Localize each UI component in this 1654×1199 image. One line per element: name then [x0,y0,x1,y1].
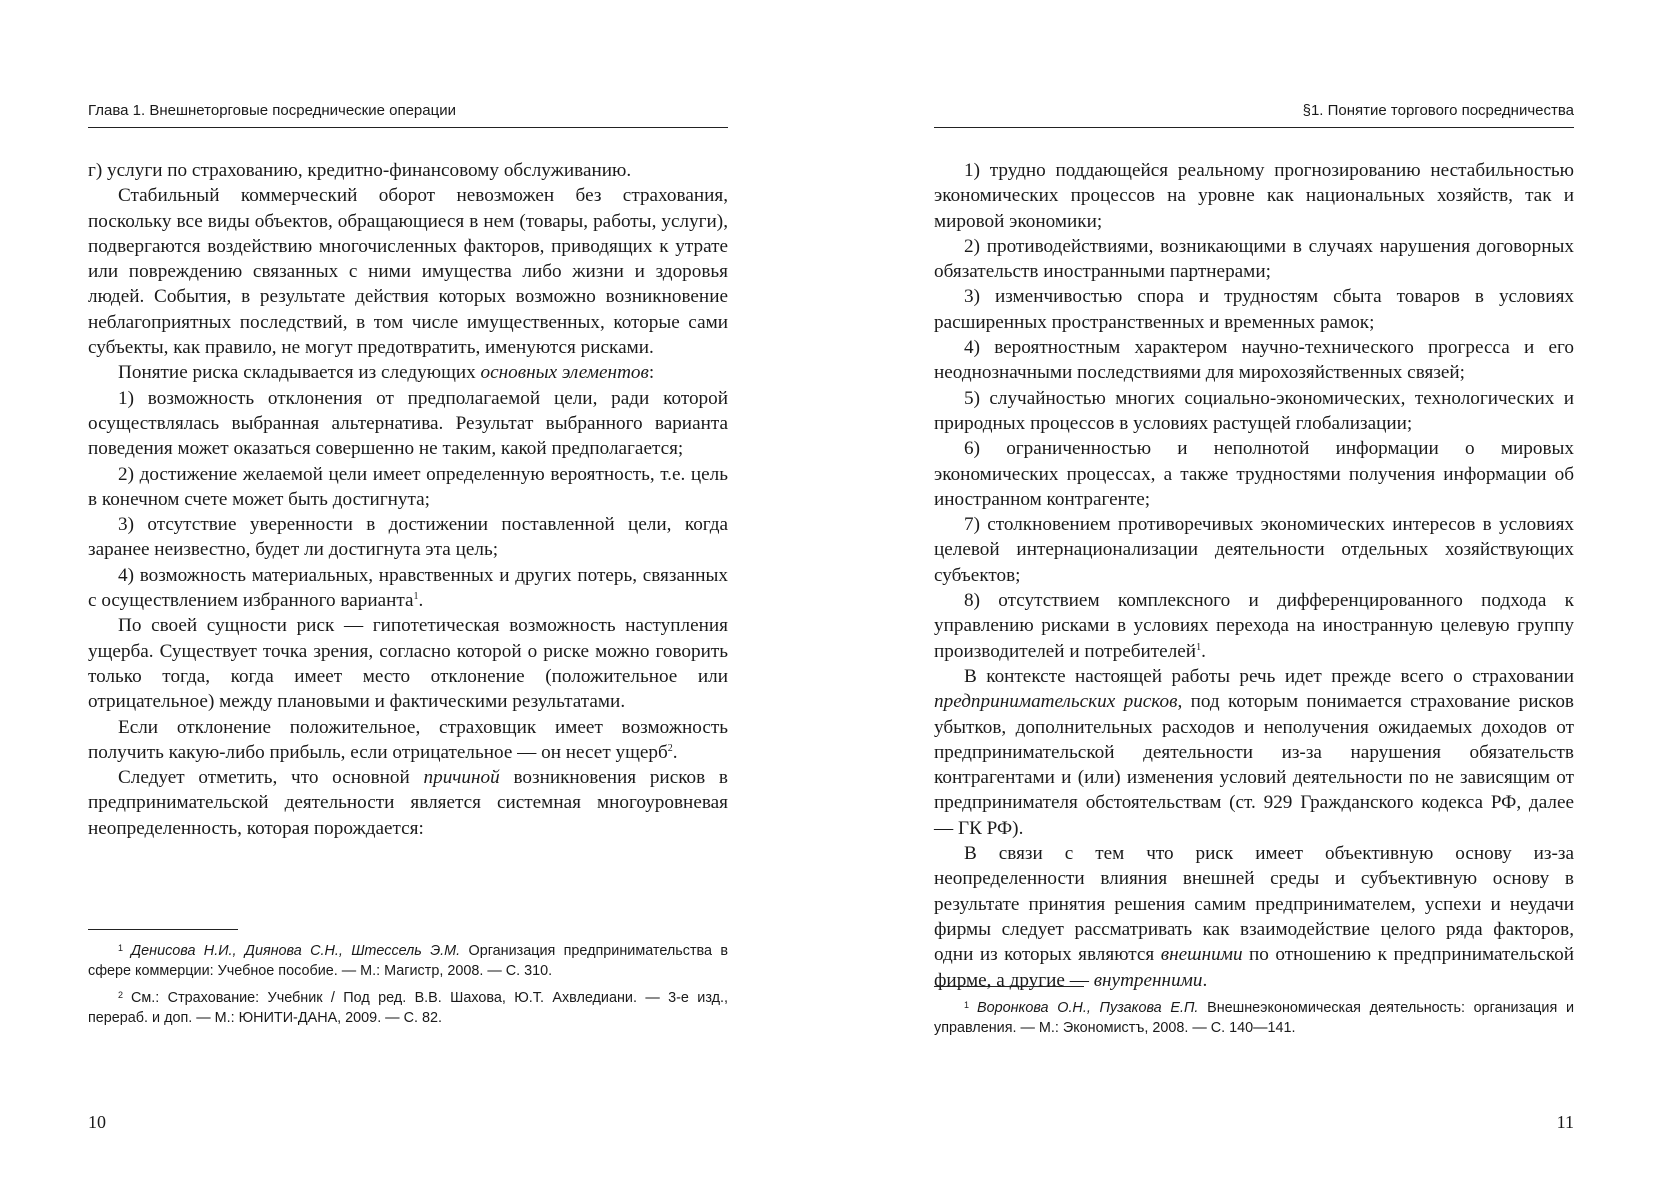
footnote [934,995,1574,1038]
emphasis: основных элементов [480,362,649,384]
page-number: 11 [1556,1112,1574,1132]
text-run: : [648,362,655,384]
footnotes [88,938,728,1032]
text-run: 7) столкновением противоречивых экономических интересов в условиях целевой интернационализации деятельности отдельных хозяйствующих субъектов; [934,514,1574,586]
text-run: по отношению к предпринимательской фирме, а другие — [934,944,1574,991]
text-run: г) услуги по страхованию, кредитно-финансовому обслуживанию. [88,160,632,181]
paragraph [88,613,728,714]
emphasis: внешними [1160,944,1243,966]
paragraph [934,234,1574,285]
text-run: 5) случайностью многих социально-экономических, технологических и природных процессов в условиях растущей глобализации; [934,387,1574,434]
paragraph [934,335,1574,386]
footnote-ref: 1 [1196,641,1202,653]
paragraph [934,588,1574,664]
text-run: В контексте настоящей работы речь идет прежде всего о страховании [964,665,1574,687]
text-run: 1) трудно поддающейся реальному прогнозированию нестабильностью экономических процессов на уровне как национальных хозяйств, так и мировой экономики; [934,160,1574,232]
emphasis: предпринимательских рисков [934,691,1178,713]
emphasis: внутренними [1093,969,1203,991]
text-run: В связи с тем что риск имеет объективную основу из-за неопределенности влияния внешней среды и субъективную основу в результате принятия решения самим предпринимателем, успехи и неудачи фирмы следует рассматривать как взаимодействие целого ряда факторов, одни из которых являются [934,843,1574,966]
text-run: 1) возможность отклонения от предполагаемой цели, ради которой осуществлялась выбранная альтернатива. Результат выбранного варианта поведения может оказаться совершенно не таким, какой предполагается; [88,387,728,460]
text-run: 6) ограниченностью и неполнотой информации о мировых экономических процессах, а также трудностями получения информации об иностранном контрагенте; [934,438,1574,510]
text-run: 3) отсутствие уверенности в достижении поставленной цели, когда заранее неизвестно, будет ли достигнута эта цель; [88,514,728,561]
emphasis: причиной [423,767,500,789]
right-page [934,0,1574,1199]
text-run: . [1202,969,1208,991]
text-run: . [418,590,424,612]
paragraph [88,158,728,183]
footnote [88,938,728,981]
paragraph [934,158,1574,234]
text-run: 3) изменчивостью спора и трудностям сбыта товаров в условиях расширенных пространственных и временных рамок; [934,286,1574,333]
text-run: , под которым понимается страхование рисков убытков, дополнительных расходов и неполучения ожидаемых доходов от предпринимательской деятельности из-за нарушения обязательств контрагентами и (или) изменения условий деятельности по не зависящим от предпринимателя обстоятельствам (ст. 929 Гражданского кодекса РФ, далее — ГК РФ). [934,691,1574,839]
footnotes [934,995,1574,1042]
text-run: 2) противодействиями, возникающими в случаях нарушения договорных обязательств иностранными партнерами; [934,235,1574,283]
footnote-text: Организация предпринимательства в сфере коммерции: Учебное пособие. — М.: Магистр, 2008. — С. 310. [88,943,728,979]
running-head: §1. Понятие торгового посредничества [934,102,1574,128]
paragraph [88,512,728,563]
left-page [88,0,728,1199]
paragraph [934,284,1574,335]
text-run: Следует отметить, что основной [118,767,424,789]
paragraph [88,765,728,841]
footnote [88,985,728,1028]
text-run: Если отклонение положительное, страховщик имеет возможность получить какую-либо прибыль, если отрицательное — он несет ущерб [88,716,728,763]
paragraph [934,386,1574,437]
footnote-number: 2 [118,990,124,1000]
text-run: 8) отсутствием комплексного и дифференцированного подхода к управлению рисками в условиях перехода на иностранную целевую группу производителей и потребителей [934,590,1574,662]
footnote-text: Внешнеэкономическая деятельность: организация и управления. — М.: Экономистъ, 2008. — С. 140—141. [934,1000,1574,1036]
paragraph [934,436,1574,512]
footnote-rule [934,986,1084,987]
footnote-rule [88,929,238,930]
paragraph [88,462,728,513]
text-run: Понятие риска складывается из следующих [118,362,481,384]
text-run: . [1201,640,1206,662]
paragraph [934,512,1574,588]
footnote-text: См.: Страхование: Учебник / Под ред. В.В. Шахова, Ю.Т. Ахвледиани. — 3-е изд., перераб. и доп. — М.: ЮНИТИ-ДАНА, 2009. — С. 82. [88,990,728,1026]
footnote-number: 1 [118,943,124,953]
paragraph [88,715,728,766]
text-run: возникновения рисков в предпринимательской деятельности является системная многоуровневая неопределенность, которая порождается: [88,767,728,839]
paragraph [88,386,728,462]
footnote-author: Воронкова О.Н., Пузакова Е.П. [977,1000,1199,1016]
body-text [88,158,728,841]
footnote-number: 1 [964,1000,970,1010]
footnote-ref: 1 [413,591,419,603]
text-run: По своей сущности риск — гипотетическая возможность наступления ущерба. Существует точка зрения, согласно которой о риске можно говорить только тогда, когда имеет место отклонение (положительное или отрицательное) между плановыми и фактическими результатами. [88,615,728,713]
text-run: Стабильный коммерческий оборот невозможен без страхования, поскольку все виды объектов, обращающиеся в нем (товары, работы, услуги), подвергаются воздействию многочисленных факторов, приводящих к утрате или повреждению связанных с ними имущества либо жизни и здоровья людей. События, в результате действия которых возможно возникновение неблагоприятных последствий, в том числе имущественных, которые сами субъекты, как правило, не могут предотвратить, именуются рисками. [88,185,728,359]
text-run: 4) возможность материальных, нравственных и других потерь, связанных с осуществлением избранного варианта [88,564,728,612]
paragraph [934,664,1574,841]
running-head: Глава 1. Внешнеторговые посреднические операции [88,102,728,128]
text-run: . [672,741,678,763]
paragraph [934,841,1574,993]
text-run: 2) достижение желаемой цели имеет определенную вероятность, т.е. цель в конечном счете может быть достигнута; [88,463,728,510]
body-text [934,158,1574,993]
paragraph [88,183,728,360]
footnote-author: Денисова Н.И., Диянова С.Н., Штессель Э.М. [131,943,461,959]
paragraph [88,563,728,614]
text-run: 4) вероятностным характером научно-технического прогресса и его неоднозначными последствиями для мирохозяйственных связей; [934,337,1574,384]
page-number: 10 [88,1112,106,1132]
footnote-ref: 2 [667,742,673,754]
paragraph [88,360,728,385]
